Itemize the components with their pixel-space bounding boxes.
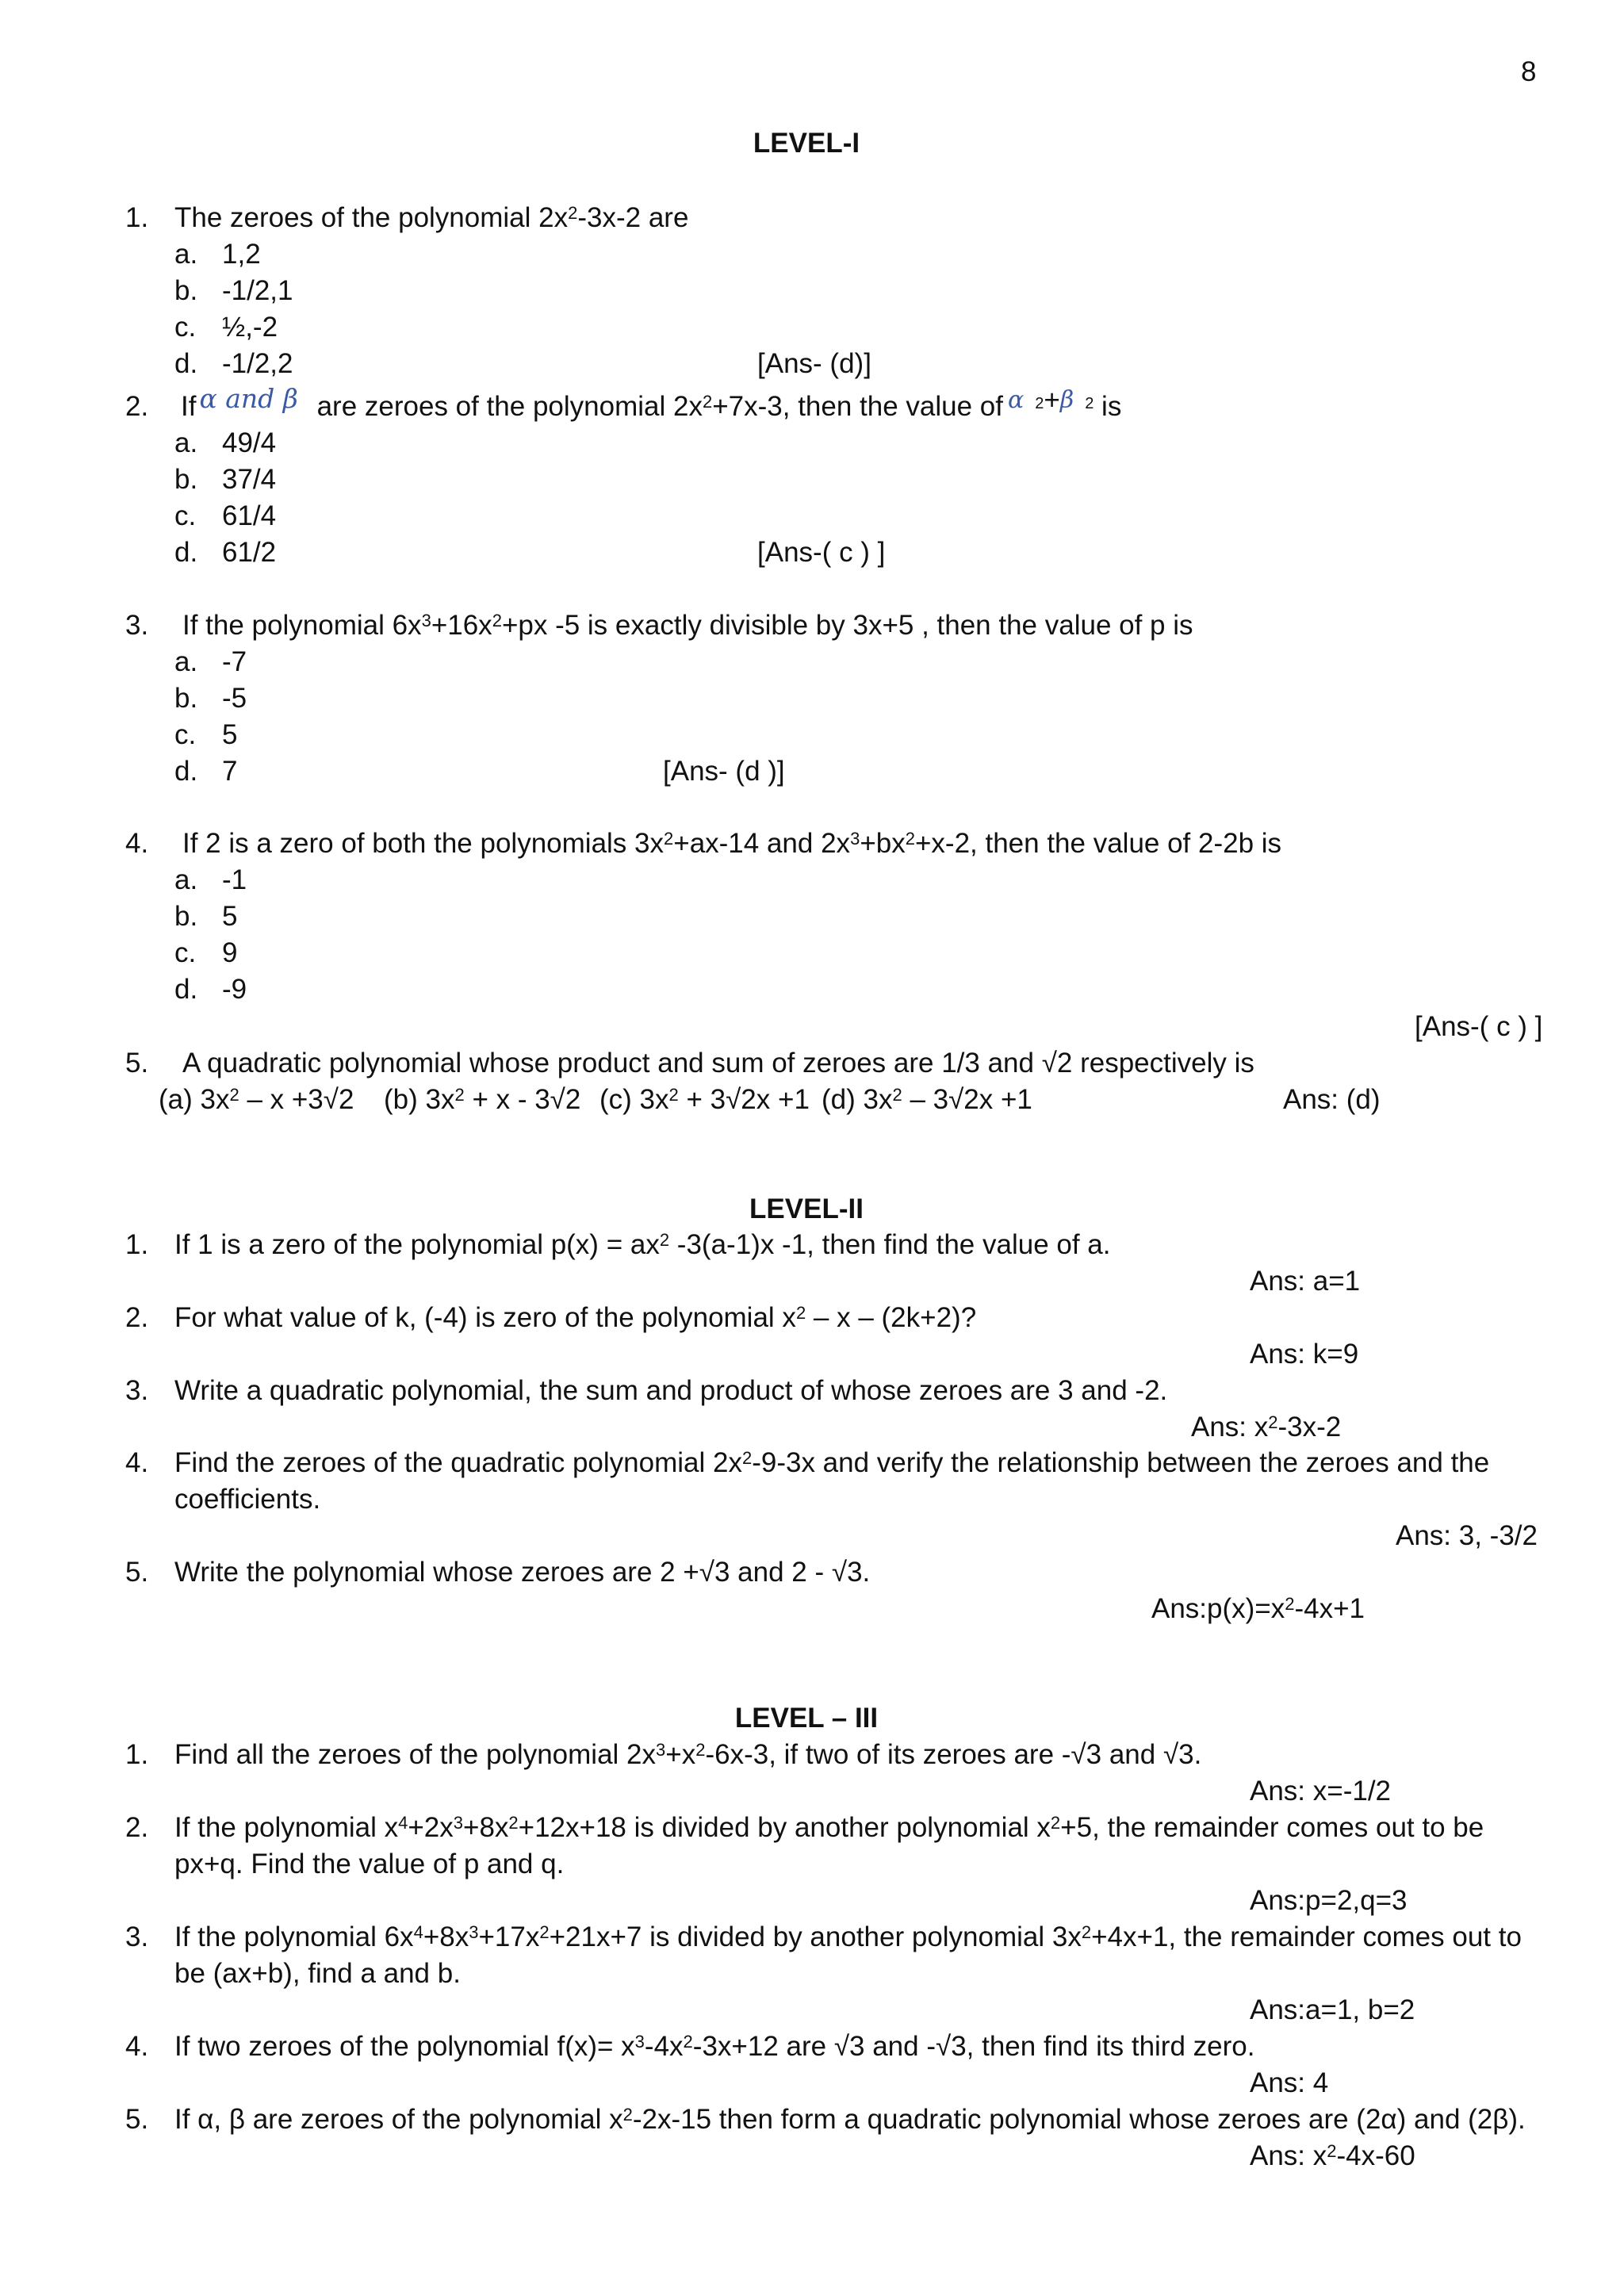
l1-q2-stem: If α and β are zeroes of the polynomial $2x^2+7x-3$, then the value of α $^2$+β $^2$ is <box>181 383 1122 422</box>
l1-q4-option-d-letter: d. <box>174 974 198 1005</box>
l1-q4-option-a: -1 <box>222 864 247 895</box>
l1-q3-option-a-letter: a. <box>174 646 198 677</box>
l1-q3-number: 3. <box>125 610 149 641</box>
page-number: 8 <box>1521 56 1537 87</box>
l1-q1-option-b: -1/2,1 <box>222 275 293 306</box>
l3-q2-stem: If the polynomial $x^4+2x^3+8x^2+12x+18$ is divided by another polynomial $x^2+5$, the remainder comes out to be <box>174 1812 1484 1843</box>
l1-q3-option-b-letter: b. <box>174 683 198 714</box>
l1-q3-option-d: 7 <box>222 756 238 787</box>
l2-q1-stem: If 1 is a zero of the polynomial $p(x) = ax^2$ -3(a-1)x -1, then find the value of a. <box>174 1229 1111 1260</box>
level2-heading: LEVEL-II <box>749 1193 864 1224</box>
l2-q1-answer: Ans: a=1 <box>1250 1266 1361 1297</box>
l1-q5-option-a: (a) $3x^2 - x +3√2$ <box>159 1084 354 1115</box>
l1-q3-option-b: -5 <box>222 683 247 714</box>
l3-q5-answer: Ans: $x^2-4x-60$ <box>1250 2140 1415 2171</box>
l1-q2-answer: [Ans-( c ) ] <box>757 537 886 568</box>
l3-q5-number: 5. <box>125 2104 149 2135</box>
l2-q2-answer: Ans: k=9 <box>1250 1339 1359 1370</box>
l1-q3-option-a: -7 <box>222 646 247 677</box>
l3-q4-number: 4. <box>125 2031 149 2062</box>
l1-q2-option-d-letter: d. <box>174 537 198 568</box>
l3-q2-answer: Ans:p=2,q=3 <box>1250 1885 1408 1916</box>
l1-q5-stem: A quadratic polynomial whose product and sum of zeroes are 1/3 and √2 respectively is <box>182 1048 1254 1079</box>
l3-q3-stem-line2: be (ax+b), find a and b. <box>174 1958 461 1989</box>
l1-q4-stem: If 2 is a zero of both the polynomials $3x^2+ax-14$ and $2x^3+bx^2+x-2$, then the value of 2-2b is <box>182 828 1282 859</box>
l3-q4-answer: Ans: 4 <box>1250 2067 1329 2098</box>
l1-q2-option-d: 61/2 <box>222 537 277 568</box>
l1-q2-option-b-letter: b. <box>174 464 198 495</box>
l1-q1-number: 1. <box>125 202 149 233</box>
l2-q2-stem: For what value of k, (-4) is zero of the polynomial $x^2 - x - (2k+2)$? <box>174 1302 977 1333</box>
beta-symbol: β <box>1059 386 1074 414</box>
l1-q1-option-c-letter: c. <box>174 312 197 343</box>
l1-q4-option-d: -9 <box>222 974 247 1005</box>
l1-q1-answer: [Ans- (d)] <box>757 348 871 379</box>
l1-q4-option-c-letter: c. <box>174 937 197 968</box>
l3-q4-stem: If two zeroes of the polynomial $f(x)= x^3-4x^2-3x+12$ are √3 and -√3, then find its third zero. <box>174 2031 1255 2062</box>
l1-q2-option-c: 61/4 <box>222 500 277 531</box>
l2-q4-answer: Ans: 3, -3/2 <box>1396 1520 1538 1551</box>
l3-q1-answer: Ans: x=-1/2 <box>1250 1776 1392 1806</box>
l1-q4-option-b: 5 <box>222 901 238 932</box>
l1-q1-option-c: ½,-2 <box>222 312 278 343</box>
l1-q2-number: 2. <box>125 391 149 422</box>
l2-q4-stem-line2: coefficients. <box>174 1484 321 1515</box>
l2-q1-number: 1. <box>125 1229 149 1260</box>
l1-q5-answer: Ans: (d) <box>1283 1084 1381 1115</box>
l2-q5-answer: $Ans:p(x)=x^2-4x+1$ <box>1151 1593 1365 1624</box>
l2-q2-number: 2. <box>125 1302 149 1333</box>
l1-q4-option-a-letter: a. <box>174 864 198 895</box>
l1-q1-option-b-letter: b. <box>174 275 198 306</box>
level1-heading: LEVEL-I <box>753 128 860 159</box>
l1-q1-option-d: -1/2,2 <box>222 348 293 379</box>
l1-q5-option-b: (b) $3x^2 + x - 3√2$ <box>384 1084 581 1115</box>
l1-q2-option-c-letter: c. <box>174 500 197 531</box>
l1-q3-option-c-letter: c. <box>174 719 197 750</box>
l2-q3-answer: Ans: $x^2-3x-2$ <box>1191 1412 1342 1443</box>
l3-q1-number: 1. <box>125 1739 149 1770</box>
l3-q3-number: 3. <box>125 1921 149 1952</box>
l1-q5-number: 5. <box>125 1048 149 1079</box>
l3-q2-number: 2. <box>125 1812 149 1843</box>
l1-q1-stem: The zeroes of the polynomial $2x^2-3x-2$ are <box>174 202 689 233</box>
l1-q1-option-a-letter: a. <box>174 239 198 270</box>
level3-heading: LEVEL – III <box>734 1703 879 1734</box>
l1-q1-option-d-letter: d. <box>174 348 198 379</box>
l1-q3-option-d-letter: d. <box>174 756 198 787</box>
l2-q3-stem: Write a quadratic polynomial, the sum and product of whose zeroes are 3 and -2. <box>174 1375 1168 1406</box>
l3-q1-stem: Find all the zeroes of the polynomial $2x^3+x^2-6x-3$, if two of its zeroes are -√3 and √3. <box>174 1739 1202 1770</box>
l1-q4-answer: [Ans-( c ) ] <box>1415 1011 1543 1042</box>
l1-q3-option-c: 5 <box>222 719 238 750</box>
l2-q3-number: 3. <box>125 1375 149 1406</box>
l3-q3-answer: Ans:a=1, b=2 <box>1250 1994 1415 2025</box>
l2-q4-stem: Find the zeroes of the quadratic polynomial $2x^2-9-3x$ and verify the relationship between the zeroes and the <box>174 1447 1490 1478</box>
l1-q3-stem: If the polynomial $6x^3+16x^2+px$ -5 is exactly divisible by 3x+5 , then the value of p is <box>182 610 1193 641</box>
alpha-symbol: α <box>1008 386 1025 414</box>
l3-q5-stem: If α, β are zeroes of the polynomial $x^2-2x-15$ then form a quadratic polynomial whose zeroes are (2α) and (2β). <box>174 2104 1526 2135</box>
l1-q1-option-a: 1,2 <box>222 239 261 270</box>
l1-q4-number: 4. <box>125 828 149 859</box>
l1-q2-option-a-letter: a. <box>174 427 198 458</box>
l2-q5-stem: Write the polynomial whose zeroes are 2 +√3 and 2 - √3. <box>174 1557 871 1588</box>
l1-q4-option-b-letter: b. <box>174 901 198 932</box>
l2-q4-number: 4. <box>125 1447 149 1478</box>
l1-q4-option-c: 9 <box>222 937 238 968</box>
l1-q3-answer: [Ans- (d )] <box>663 756 785 787</box>
l3-q3-stem: If the polynomial $6x^4+8x^3+17x^2+21x+7$ is divided by another polynomial $3x^2+4x+1$, the remainder comes out to <box>174 1921 1522 1952</box>
l1-q5-option-c: (c) $3x^2 + 3√2x +1$ <box>599 1084 810 1115</box>
l1-q2-option-b: 37/4 <box>222 464 277 495</box>
l2-q5-number: 5. <box>125 1557 149 1588</box>
l3-q2-stem-line2: px+q. Find the value of p and q. <box>174 1849 565 1879</box>
alpha-and-beta-image: α and β <box>199 383 298 414</box>
l1-q2-option-a: 49/4 <box>222 427 277 458</box>
l1-q5-option-d: (d) $3x^2 - 3√2x +1$ <box>822 1084 1032 1115</box>
